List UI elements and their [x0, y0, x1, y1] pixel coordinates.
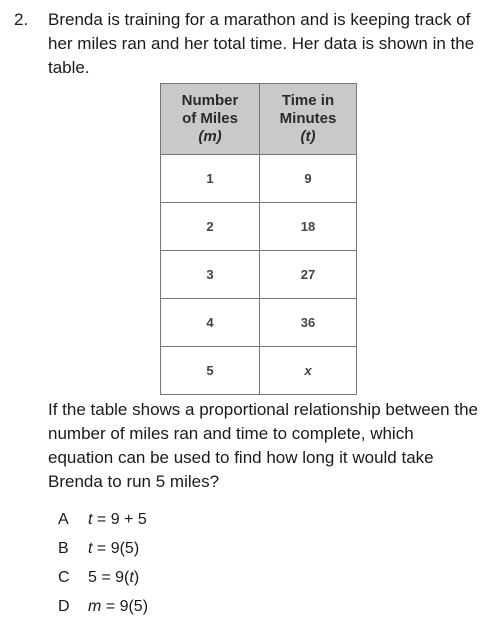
- cell-time: 18: [260, 203, 357, 251]
- header-time-var: (t): [300, 128, 316, 145]
- eq-var: m: [88, 598, 102, 615]
- cell-miles: 4: [161, 299, 260, 347]
- choice-b[interactable]: [58, 537, 148, 566]
- choice-equation: [88, 537, 139, 566]
- table-row: [161, 251, 357, 299]
- cell-time: 36: [260, 299, 357, 347]
- choice-equation: [88, 508, 147, 537]
- eq-post: = 9 + 5: [92, 511, 147, 528]
- cell-miles: 3: [161, 251, 260, 299]
- table-row: [161, 155, 357, 203]
- cell-time: 27: [260, 251, 357, 299]
- data-table: [160, 83, 357, 395]
- header-time: [260, 84, 357, 155]
- table-row: [161, 203, 357, 251]
- answer-choices: [58, 508, 148, 624]
- eq-var: t: [129, 569, 134, 586]
- cell-miles: 2: [161, 203, 260, 251]
- table-header-row: [161, 84, 357, 155]
- cell-miles: 1: [161, 155, 260, 203]
- eq-var: t: [88, 540, 93, 557]
- choice-d[interactable]: [58, 595, 148, 624]
- header-time-line2: Minutes: [279, 110, 337, 127]
- table-row: [161, 347, 357, 395]
- cell-time: x: [260, 347, 357, 395]
- eq-pre: 5 = 9(: [88, 569, 130, 586]
- header-miles-line1: Number: [181, 92, 239, 109]
- choice-equation: [88, 595, 148, 624]
- choice-letter: A: [58, 511, 69, 528]
- table-row: [161, 299, 357, 347]
- cell-time: 9: [260, 155, 357, 203]
- choice-c[interactable]: [58, 566, 148, 595]
- header-miles-var: (m): [198, 128, 222, 145]
- header-miles: [161, 84, 260, 155]
- choice-equation: [88, 566, 139, 595]
- cell-miles: 5: [161, 347, 260, 395]
- eq-post: = 9(5): [92, 540, 140, 557]
- choice-a[interactable]: [58, 508, 148, 537]
- choice-letter: C: [58, 569, 70, 586]
- choice-letter: B: [58, 540, 69, 557]
- eq-post: = 9(5): [101, 598, 149, 615]
- eq-post: ): [133, 569, 140, 586]
- question-followup: If the table shows a proportional relationship between the number of miles ran and time to complete, which equation can be used to find how long it would take Brenda to run 5 miles?: [48, 400, 478, 491]
- question-stem: Brenda is training for a marathon and is keeping track of her miles ran and her total time. Her data is shown in the table.: [48, 10, 475, 77]
- eq-var: t: [88, 511, 93, 528]
- header-miles-line2: of Miles: [182, 110, 238, 127]
- question-number: 2.: [14, 10, 29, 29]
- header-time-line1: Time in: [281, 92, 335, 109]
- choice-letter: D: [58, 598, 70, 615]
